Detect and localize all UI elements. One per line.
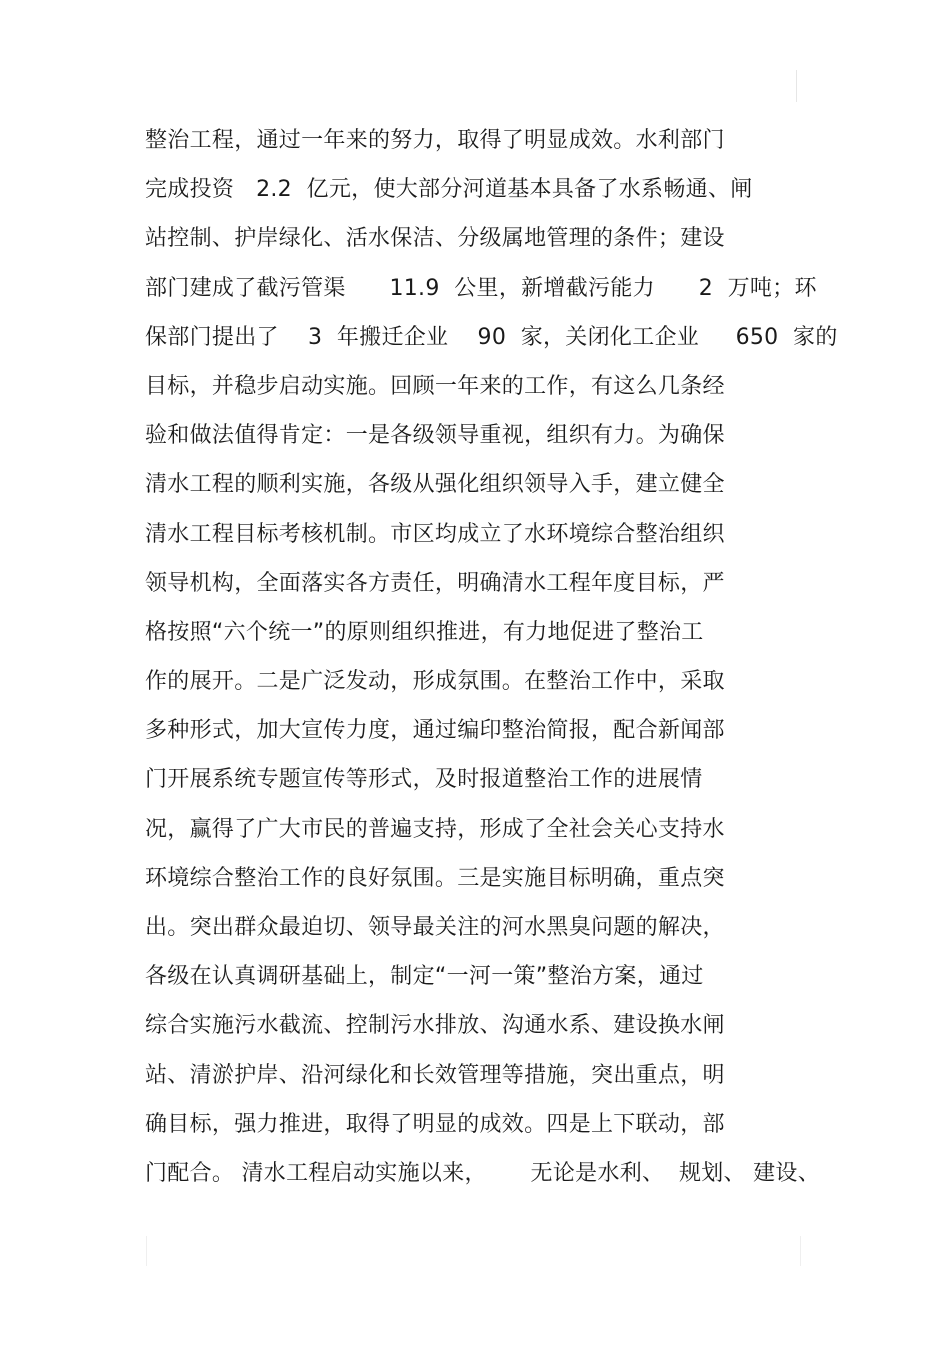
text-line: 部门建成了截污管渠 11.9 公里，新增截污能力 2 万吨；环 [145,275,817,301]
text-line: 完成投资 2.2 亿元，使大部分河道基本具备了水系畅通、闸 [145,177,753,203]
text-line: 保部门提出了 3 年搬迁企业 90 家，关闭化工企业 650 家的 [145,324,838,350]
text-line: 站控制、护岸绿化、活水保洁、分级属地管理的条件；建设 [145,226,725,252]
text-line: 整治工程，通过一年来的努力，取得了明显成效。水利部门 [145,128,725,153]
text-line: 作的展开。二是广泛发动，形成氛围。在整治工作中，采取 [145,669,725,695]
text-line: 领导机构，全面落实各方责任，明确清水工程年度目标，严 [145,570,725,596]
text-line: 门配合。 清水工程启动实施以来， 无论是水利、 规划、 建设、 [145,1160,821,1186]
text-line: 目标，并稳步启动实施。回顾一年来的工作，有这么几条经 [145,373,725,399]
page-edge-mark [796,70,797,102]
text-line: 确目标，强力推进，取得了明显的成效。四是上下联动，部 [145,1111,725,1137]
text-line: 格按照“六个统一”的原则组织推进，有力地促进了整治工 [145,619,704,645]
text-line: 况，赢得了广大市民的普遍支持，形成了全社会关心支持水 [145,816,725,842]
body-text [145,124,838,1206]
page-edge-mark [146,1236,147,1266]
page-edge-mark [800,1236,801,1266]
text-line: 各级在认真调研基础上，制定“一河一策”整治方案，通过 [145,964,704,990]
text-line: 环境综合整治工作的良好氛围。三是实施目标明确，重点突 [145,865,725,891]
text-line: 站、清淤护岸、沿河绿化和长效管理等措施，突出重点，明 [145,1062,725,1088]
text-line: 清水工程的顺利实施，各级从强化组织领导入手，建立健全 [145,472,725,498]
text-line: 多种形式，加大宣传力度，通过编印整治简报，配合新闻部 [145,718,725,744]
text-line: 门开展系统专题宣传等形式，及时报道整治工作的进展情 [145,767,703,793]
text-line: 出。突出群众最迫切、领导最关注的河水黑臭问题的解决， [145,915,725,940]
text-line: 综合实施污水截流、控制污水排放、沟通水系、建设换水闸 [145,1013,725,1039]
text-line: 清水工程目标考核机制。市区均成立了水环境综合整治组织 [145,521,725,547]
text-line: 验和做法值得肯定：一是各级领导重视，组织有力。为确保 [145,423,725,449]
